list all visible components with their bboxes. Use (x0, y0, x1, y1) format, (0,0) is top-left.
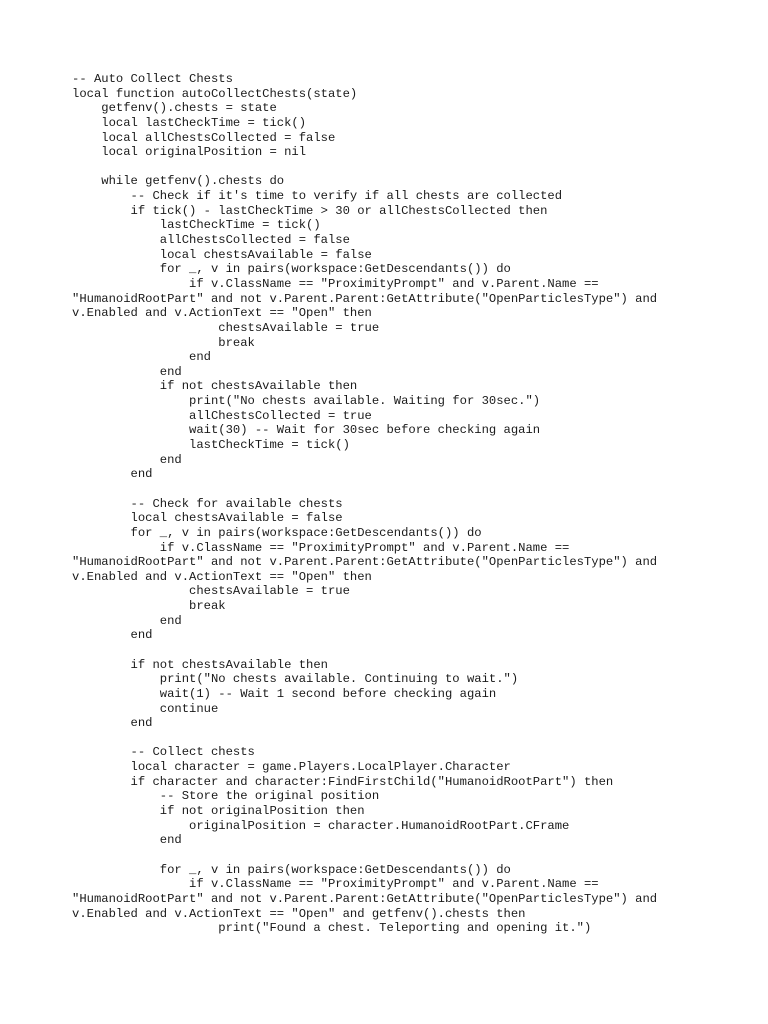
code-line: -- Collect chests (72, 745, 255, 760)
code-line: if tick() - lastCheckTime > 30 or allChestsCollected then (72, 203, 548, 218)
code-line: for _, v in pairs(workspace:GetDescendants()) do (72, 862, 511, 877)
code-line: chestsAvailable = true (72, 584, 350, 599)
code-line: end (72, 364, 182, 379)
code-line: print("No chests available. Continuing to wait.") (72, 672, 519, 687)
code-line (72, 482, 712, 497)
code-line: if character and character:FindFirstChild("HumanoidRootPart") then (72, 774, 614, 789)
code-line: local lastCheckTime = tick() (72, 115, 307, 130)
code-line: -- Store the original position (72, 789, 380, 804)
code-line: getfenv().chests = state (72, 101, 277, 116)
code-line: local function autoCollectChests(state) (72, 86, 358, 101)
code-line: local chestsAvailable = false (72, 247, 372, 262)
code-line: break (72, 335, 255, 350)
code-line: end (72, 350, 211, 365)
code-line: end (72, 467, 153, 482)
code-line: lastCheckTime = tick() (72, 218, 321, 233)
code-line: end (72, 613, 182, 628)
code-line: while getfenv().chests do (72, 174, 285, 189)
code-line: allChestsCollected = true (72, 408, 372, 423)
code-line: -- Check if it's time to verify if all chests are collected (72, 189, 563, 204)
code-line: end (72, 452, 182, 467)
code-line: originalPosition = character.HumanoidRootPart.CFrame (72, 818, 570, 833)
code-line: continue (72, 701, 219, 716)
code-line (72, 643, 712, 658)
code-line: "HumanoidRootPart" and not v.Parent.Parent:GetAttribute("OpenParticlesType") and (72, 291, 658, 306)
code-line: wait(30) -- Wait for 30sec before checking again (72, 423, 541, 438)
code-line: v.Enabled and v.ActionText == "Open" and getfenv().chests then (72, 906, 526, 921)
code-line: print("No chests available. Waiting for 30sec.") (72, 394, 541, 409)
code-line: end (72, 833, 182, 848)
code-line (72, 160, 712, 175)
code-line: v.Enabled and v.ActionText == "Open" then (72, 569, 372, 584)
code-line: local chestsAvailable = false (72, 511, 343, 526)
code-line: wait(1) -- Wait 1 second before checking again (72, 686, 497, 701)
code-line: "HumanoidRootPart" and not v.Parent.Parent:GetAttribute("OpenParticlesType") and (72, 891, 658, 906)
code-line: if not originalPosition then (72, 804, 365, 819)
code-line: v.Enabled and v.ActionText == "Open" then (72, 306, 372, 321)
code-line: if v.ClassName == "ProximityPrompt" and v.Parent.Name == (72, 540, 570, 555)
code-line: print("Found a chest. Teleporting and opening it.") (72, 921, 592, 936)
code-line (72, 848, 712, 863)
code-line: local allChestsCollected = false (72, 130, 336, 145)
code-line: if not chestsAvailable then (72, 657, 328, 672)
code-line: if not chestsAvailable then (72, 379, 358, 394)
code-line: for _, v in pairs(workspace:GetDescendants()) do (72, 262, 511, 277)
code-line (72, 731, 712, 746)
code-line: break (72, 599, 226, 614)
code-line: for _, v in pairs(workspace:GetDescendants()) do (72, 525, 482, 540)
code-line: chestsAvailable = true (72, 320, 380, 335)
code-line: if v.ClassName == "ProximityPrompt" and v.Parent.Name == (72, 877, 599, 892)
code-line: if v.ClassName == "ProximityPrompt" and v.Parent.Name == (72, 276, 599, 291)
code-block (72, 72, 712, 936)
code-line: local character = game.Players.LocalPlayer.Character (72, 760, 511, 775)
code-line: lastCheckTime = tick() (72, 438, 350, 453)
code-line: end (72, 628, 153, 643)
code-line: -- Auto Collect Chests (72, 72, 233, 86)
code-line: -- Check for available chests (72, 496, 343, 511)
code-line: "HumanoidRootPart" and not v.Parent.Parent:GetAttribute("OpenParticlesType") and (72, 555, 658, 570)
code-line: allChestsCollected = false (72, 233, 350, 248)
code-line: end (72, 716, 153, 731)
code-line: local originalPosition = nil (72, 145, 307, 160)
